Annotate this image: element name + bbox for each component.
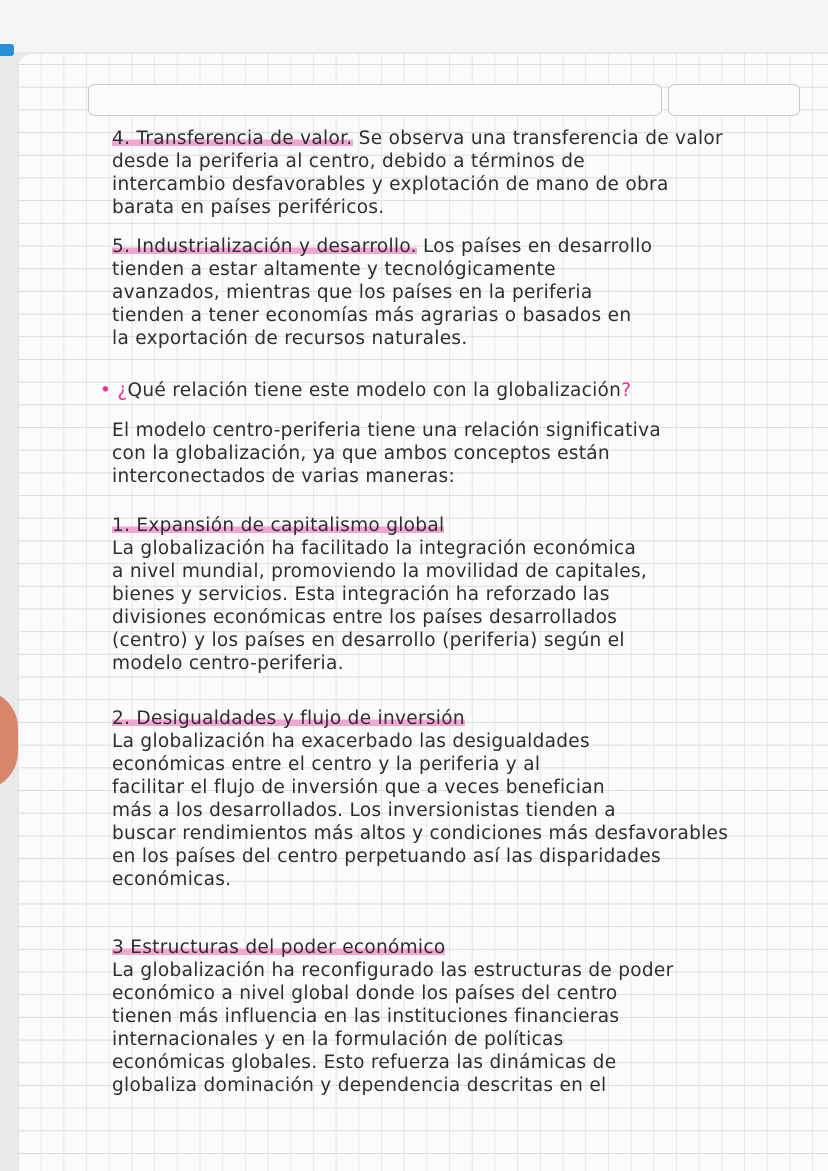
line-text: bienes y servicios. Esta integración ha reforzado las [112, 584, 610, 605]
s5-line [112, 236, 652, 257]
line-text: tienden a estar altamente y tecnológicamente [112, 259, 556, 280]
line-text: desde la periferia al centro, debido a términos de [112, 151, 585, 172]
line-text: tienen más influencia en las instituciones financieras [112, 1006, 620, 1027]
e3-line [112, 937, 445, 958]
line-text: ? [621, 380, 632, 401]
line-text: con la globalización, ya que ambos conceptos están [112, 443, 610, 464]
line-text: buscar rendimientos más altos y condiciones más desfavorables [112, 823, 729, 844]
line-text: • ¿ [100, 380, 128, 401]
heading-text: 1. Expansión de capitalismo global [112, 515, 445, 536]
s5-line [112, 282, 593, 303]
heading-text: 5. Industrialización y desarrollo. [112, 236, 417, 257]
line-text: económicas. [112, 869, 232, 890]
s4-line [112, 128, 723, 149]
s4-line [112, 151, 585, 172]
e2-line [112, 754, 540, 775]
e3-line [112, 1006, 619, 1027]
e2-line [112, 800, 616, 821]
finger [0, 690, 18, 790]
line-text: interconectados de varias maneras: [112, 466, 456, 487]
e1-line [112, 584, 610, 605]
line-text: tienden a tener economías más agrarias o basados en [112, 305, 632, 326]
e3-line [112, 1075, 607, 1096]
heading-text: 4. Transferencia de valor. [112, 128, 353, 149]
e2-line [112, 708, 465, 729]
e1-line [112, 630, 625, 651]
e2-line [112, 823, 728, 844]
header-box [88, 84, 662, 116]
line-text: avanzados, mientras que los países en la periferia [112, 282, 593, 303]
line-text: económico a nivel global donde los países del centro [112, 983, 618, 1004]
line-text: internacionales y en la formulación de políticas [112, 1029, 564, 1050]
line-text: El modelo centro-periferia tiene una relación significativa [112, 420, 661, 441]
line-text: más a los desarrollados. Los inversionistas tienden a [112, 800, 616, 821]
line-text: La globalización ha facilitado la integración económica [112, 538, 637, 559]
line-text: a nivel mundial, promoviendo la movilidad de capitales, [112, 561, 648, 582]
s5-line [112, 259, 556, 280]
intro-line [112, 466, 455, 487]
e1-line [112, 607, 617, 628]
intro-line [112, 443, 610, 464]
line-text: económicas globales. Esto refuerza las dinámicas de [112, 1052, 617, 1073]
e2-line [112, 777, 605, 798]
date-box [668, 84, 800, 116]
e1-line [112, 653, 344, 674]
s4-line [112, 197, 384, 218]
e1-line [112, 538, 636, 559]
e2-line [112, 846, 661, 867]
line-text: facilitar el flujo de inversión que a veces benefician [112, 777, 605, 798]
line-text: (centro) y los países en desarrollo (periferia) según el [112, 630, 625, 651]
e3-line [112, 960, 674, 981]
e3-line [112, 983, 618, 1004]
heading-text: 3 Estructuras del poder económico [112, 937, 446, 958]
line-text: económicas entre el centro y la periferia y al [112, 754, 541, 775]
s5-line [112, 305, 631, 326]
e3-line [112, 1052, 616, 1073]
e3-line [112, 1029, 564, 1050]
intro-line [112, 420, 661, 441]
line-text: La globalización ha exacerbado las desigualdades [112, 731, 590, 752]
line-text: Se observa una transferencia de valor [352, 128, 723, 149]
blue-tab [0, 44, 14, 56]
heading-text: 2. Desigualdades y flujo de inversión [112, 708, 465, 729]
q-line [100, 380, 631, 401]
line-text: Qué relación tiene este modelo con la globalización [127, 380, 622, 401]
line-text: globaliza dominación y dependencia descritas en el [112, 1075, 607, 1096]
line-text: intercambio desfavorables y explotación de mano de obra [112, 174, 669, 195]
s4-line [112, 174, 669, 195]
line-text: divisiones económicas entre los países desarrollados [112, 607, 618, 628]
line-text: la exportación de recursos naturales. [112, 328, 468, 349]
line-text: en los países del centro perpetuando así las disparidades [112, 846, 661, 867]
e1-line [112, 561, 647, 582]
line-text: barata en países periféricos. [112, 197, 385, 218]
s5-line [112, 328, 468, 349]
line-text: modelo centro-periferia. [112, 653, 344, 674]
top-bar [0, 0, 828, 52]
e1-line [112, 515, 444, 536]
line-text: La globalización ha reconfigurado las estructuras de poder [112, 960, 674, 981]
e2-line [112, 869, 231, 890]
e2-line [112, 731, 590, 752]
line-text: Los países en desarrollo [416, 236, 653, 257]
